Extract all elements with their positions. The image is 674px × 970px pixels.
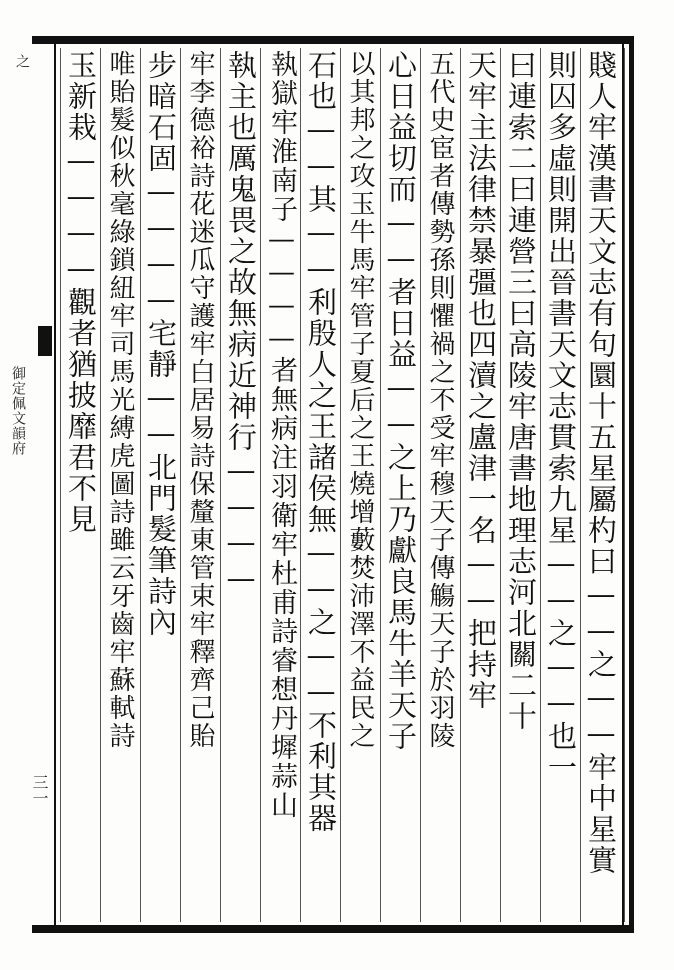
- column-divider: [60, 48, 61, 922]
- frame-right-rule: [629, 36, 634, 933]
- text-column: 執獄牢淮南子————者無病注羽衛牢杜甫詩睿想丹墀蒜山: [266, 50, 297, 820]
- folio-number: 三一: [30, 774, 49, 806]
- text-column: 石也——其——利殷人之王諸侯無——之——不利其器: [304, 50, 338, 834]
- text-column: 唯貽髮似秋毫綠鎖紐牢司馬光縛虎圖詩雖云牙齒牢蘇軾詩: [105, 50, 135, 750]
- text-column: 以其邦之攻玉牛馬牢管子夏后之王燒增藪焚沛澤不益民之: [345, 50, 375, 750]
- column-divider: [624, 48, 625, 922]
- column-divider: [340, 48, 341, 922]
- column-divider: [540, 48, 541, 922]
- book-title: 御定佩文韻府: [10, 366, 26, 456]
- spine-top-mark: 之: [14, 54, 30, 68]
- frame-top-rule: [32, 36, 632, 44]
- text-column: 曰連索二曰連營三曰高陵牢唐書地理志河北關二十: [504, 50, 538, 732]
- text-column: 賤人牢漢書天文志有句圜十五星屬杓曰——之——牢中星實: [584, 50, 618, 876]
- text-column: 五代史宦者傳勢孫則懼禍之不受牢穆天子傳觴天子於羽陵: [425, 50, 455, 750]
- column-divider: [220, 48, 221, 922]
- frame-left-rule: [54, 44, 56, 925]
- text-column: 玉新栽————觀者猶披靡君不見: [64, 50, 98, 535]
- column-divider: [420, 48, 421, 922]
- text-column: 天牢主法律禁暴彊也四瀆之盧津一名——把持牢: [464, 50, 498, 711]
- text-column: 步暗石固————宅靜——北門髮筆詩內: [144, 50, 178, 638]
- text-column: 牢李德裕詩花迷瓜守護牢白居易詩保釐東管束牢釋齊己貽: [185, 50, 215, 750]
- column-divider: [460, 48, 461, 922]
- text-column: 則囚多虛則開出晉書天文志貫索九星——之——也一: [544, 50, 578, 783]
- column-divider: [100, 48, 101, 922]
- column-divider: [260, 48, 261, 922]
- spine-margin: [2, 44, 52, 925]
- fishtail-mark: [38, 326, 52, 356]
- column-divider: [380, 48, 381, 922]
- column-divider: [580, 48, 581, 922]
- column-divider: [180, 48, 181, 922]
- column-divider: [500, 48, 501, 922]
- column-divider: [300, 48, 301, 922]
- column-divider: [140, 48, 141, 922]
- text-column: 心日益切而——者日益——之上乃獻良馬牛羊天子: [384, 50, 418, 752]
- text-column: 執主也厲鬼畏之故無病近神行————: [224, 50, 258, 597]
- frame-bottom-rule: [32, 925, 632, 933]
